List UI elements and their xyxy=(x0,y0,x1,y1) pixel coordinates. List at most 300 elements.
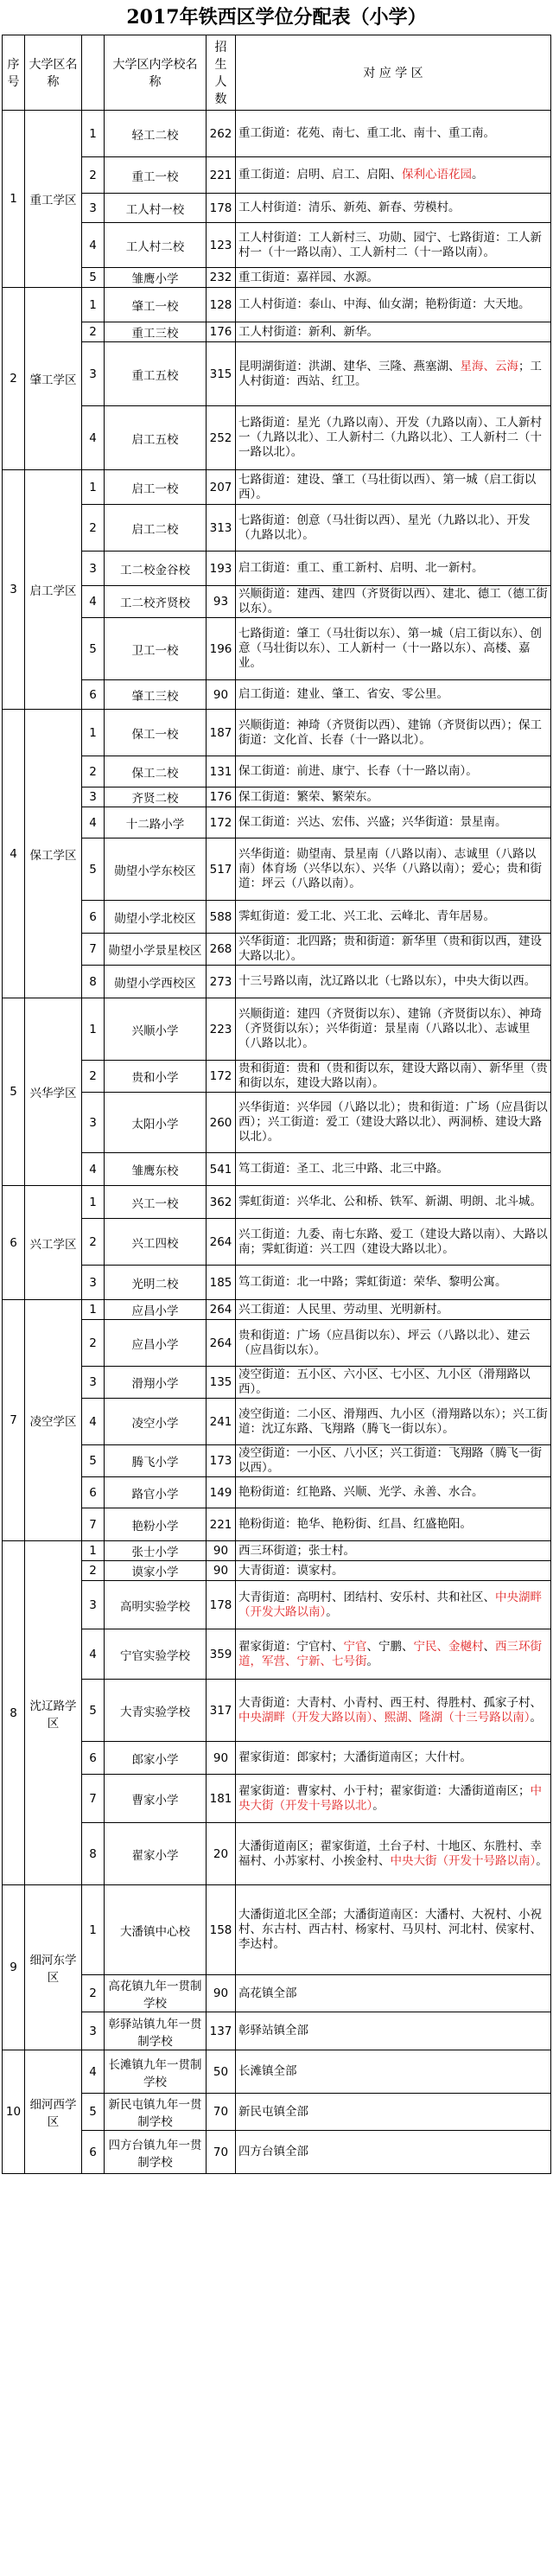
district-name: 沈辽路学区 xyxy=(25,1541,82,1885)
enroll-count: 187 xyxy=(207,710,236,756)
school-area xyxy=(236,1093,551,1153)
school-index: 1 xyxy=(82,1300,105,1320)
school-name: 保工一校 xyxy=(105,710,207,756)
area-text: ；工人村街道：西站、红卫。 xyxy=(238,359,542,388)
school-area xyxy=(236,2050,551,2094)
table-row xyxy=(3,342,551,406)
row-seq: 10 xyxy=(3,2050,25,2174)
table-row xyxy=(3,618,551,680)
area-text: 。 xyxy=(472,168,484,182)
area-text-highlight: 中央大街（开发十号路以北） xyxy=(238,1783,542,1813)
area-text: 兴工街道：九委、南七东路、爱工（建设大路以南）、大路以南；霁虹街道：兴工四（建设大路以北）。 xyxy=(238,1227,548,1256)
school-area xyxy=(236,1320,551,1367)
school-area xyxy=(236,194,551,223)
area-text-highlight: 宁民、金樾村 xyxy=(413,1639,484,1654)
school-name: 肇工一校 xyxy=(105,288,207,322)
school-name: 兴顺小学 xyxy=(105,998,207,1061)
school-area xyxy=(236,2131,551,2174)
area-text: 工人村街道：工人新村三、功勋、园宁、七路街道：工人新村一（十一路以南）、工人新村二（十一路以南）。 xyxy=(238,230,542,259)
area-text: 大青街道：大青村、小青村、西王村、得胜村、孤家子村、 xyxy=(238,1695,542,1710)
table-row xyxy=(3,710,551,756)
school-name: 滑翔小学 xyxy=(105,1367,207,1399)
area-text-highlight: 保利心语花园 xyxy=(402,168,472,182)
table-row xyxy=(3,1775,551,1823)
area-text: 兴华街道：勋望南、景星南（八路以南）、志诚里（八路以南）体育场（兴华以东）、兴华（八路以南）；爱心；贵和街道：坪云（八路以南）。 xyxy=(238,847,542,890)
header-area: 对 应 学 区 xyxy=(236,35,551,111)
school-index: 5 xyxy=(82,618,105,680)
enroll-count: 264 xyxy=(207,1219,236,1266)
school-index: 2 xyxy=(82,756,105,787)
enroll-count: 207 xyxy=(207,470,236,505)
school-name: 卫工一校 xyxy=(105,618,207,680)
enroll-count: 588 xyxy=(207,901,236,934)
area-text: 、 xyxy=(483,1639,495,1654)
school-index: 2 xyxy=(82,1320,105,1367)
area-text: 七路街道：星光（九路以南）、开发（九路以南）、工人新村一（九路以北）、工人新村二（九路以北）、工人新村二（十一路以北）。 xyxy=(238,416,542,459)
area-text: 大潘街道南区；翟家街道，土台子村、十地区、东胜村、幸福村、小苏家村、小挨金村、 xyxy=(238,1839,542,1868)
area-text-highlight: 中央大街（开发十号路以南） xyxy=(390,1853,537,1868)
area-text: 四方台镇全部 xyxy=(238,2145,308,2158)
school-index: 1 xyxy=(82,998,105,1061)
enroll-count: 273 xyxy=(207,966,236,998)
school-name: 凌空小学 xyxy=(105,1399,207,1445)
area-text: 贵和街道：贵和（贵和街以东，建设大路以南）、新华里（贵和街以东，建设大路以南）。 xyxy=(238,1062,548,1090)
row-seq: 7 xyxy=(3,1300,25,1541)
school-area xyxy=(236,618,551,680)
area-text: 凌空街道：二小区、滑翔西、九小区（滑翔路以东）；兴工街道：沈辽东路、飞翔路（腾飞一街以东）。 xyxy=(238,1406,548,1436)
school-index: 3 xyxy=(82,1093,105,1153)
school-name: 大潘镇中心校 xyxy=(105,1885,207,1975)
school-name: 曹家小学 xyxy=(105,1775,207,1823)
enroll-count: 70 xyxy=(207,2094,236,2131)
school-name: 工人村二校 xyxy=(105,223,207,268)
school-area xyxy=(236,1399,551,1445)
school-area xyxy=(236,787,551,807)
school-name: 重工五校 xyxy=(105,342,207,406)
district-name: 启工学区 xyxy=(25,470,82,710)
area-text: 保工街道：兴达、宏伟、兴盛；兴华街道：景星南。 xyxy=(238,815,507,829)
area-text: 兴顺街道：神琦（齐贤街以西）、建锦（齐贤街以西）；保工街道：文化首、长春（十一路以北）。 xyxy=(238,717,542,747)
school-index: 7 xyxy=(82,934,105,966)
table-row xyxy=(3,1320,551,1367)
school-area xyxy=(236,2094,551,2131)
school-area xyxy=(236,406,551,470)
school-name: 谟家小学 xyxy=(105,1561,207,1581)
school-name: 艳粉小学 xyxy=(105,1508,207,1541)
school-name: 轻工二校 xyxy=(105,111,207,157)
table-row xyxy=(3,756,551,787)
area-text: 七路街道：肇工（马壮街以东）、第一城（启工街以东）、创意（马壮街以东）、工人新村一（十一路以东）、高楼、嘉业。 xyxy=(238,627,542,670)
school-name: 保工二校 xyxy=(105,756,207,787)
area-text-highlight: 西三环街道，军营、宁新、七号街 xyxy=(238,1639,542,1668)
school-index: 3 xyxy=(82,1367,105,1399)
school-index: 2 xyxy=(82,157,105,194)
school-index: 8 xyxy=(82,1823,105,1885)
school-index: 3 xyxy=(82,194,105,223)
enroll-count: 172 xyxy=(207,1061,236,1093)
enroll-count: 123 xyxy=(207,223,236,268)
school-area xyxy=(236,1823,551,1885)
school-area xyxy=(236,901,551,934)
school-area xyxy=(236,552,551,586)
school-index: 1 xyxy=(82,1541,105,1561)
table-row xyxy=(3,966,551,998)
school-area xyxy=(236,288,551,322)
school-index: 5 xyxy=(82,1445,105,1477)
school-name: 工二校齐贤校 xyxy=(105,586,207,618)
school-area xyxy=(236,1541,551,1561)
table-row xyxy=(3,552,551,586)
table-row xyxy=(3,470,551,505)
table-row xyxy=(3,194,551,223)
school-index: 4 xyxy=(82,223,105,268)
table-row xyxy=(3,934,551,966)
area-text: 。 xyxy=(372,1798,385,1813)
school-index: 6 xyxy=(82,680,105,710)
area-text: 。 xyxy=(366,1654,378,1668)
table-row xyxy=(3,1061,551,1093)
school-index: 2 xyxy=(82,505,105,552)
area-text: 工人村街道：清乐、新苑、新春、劳模村。 xyxy=(238,201,461,214)
school-index: 2 xyxy=(82,1561,105,1581)
area-text: 贵和街道：广场（应昌街以东）、坪云（八路以北）、建云（应昌街以东）。 xyxy=(238,1328,531,1357)
school-name: 齐贤二校 xyxy=(105,787,207,807)
area-text: 霁虹街道：兴华北、公和桥、铁军、新湖、明朗、北斗城。 xyxy=(238,1195,542,1208)
table-row xyxy=(3,1445,551,1477)
table-row xyxy=(3,1219,551,1266)
school-index: 6 xyxy=(82,901,105,934)
row-seq: 8 xyxy=(3,1541,25,1885)
enroll-count: 178 xyxy=(207,194,236,223)
table-row xyxy=(3,157,551,194)
row-seq: 3 xyxy=(3,470,25,710)
table-row xyxy=(3,1186,551,1219)
header-district: 大学区名称 xyxy=(25,35,82,111)
school-index: 2 xyxy=(82,1061,105,1093)
table-row xyxy=(3,807,551,838)
school-area xyxy=(236,157,551,194)
area-text: 十三号路以南，沈辽路以北（七路以东），中央大街以西。 xyxy=(238,974,537,988)
header-seq: 序号 xyxy=(3,35,25,111)
area-text: 凌空街道：五小区、六小区、七小区、九小区（滑翔路以西）。 xyxy=(238,1368,531,1396)
enroll-count: 262 xyxy=(207,111,236,157)
area-text: 七路街道：创意（马壮街以西）、星光（九路以北）、开发（九路以北）。 xyxy=(238,513,531,542)
enroll-count: 315 xyxy=(207,342,236,406)
table-row xyxy=(3,2094,551,2131)
school-name: 勋望小学西校区 xyxy=(105,966,207,998)
school-area xyxy=(236,111,551,157)
enroll-count: 90 xyxy=(207,680,236,710)
enroll-count: 176 xyxy=(207,787,236,807)
school-name: 重工一校 xyxy=(105,157,207,194)
area-text: 翟家街道：宁官村、 xyxy=(238,1639,344,1654)
table-row xyxy=(3,1541,551,1561)
enroll-count: 313 xyxy=(207,505,236,552)
school-name: 高明实验学校 xyxy=(105,1581,207,1629)
school-name: 张士小学 xyxy=(105,1541,207,1561)
enroll-count: 196 xyxy=(207,618,236,680)
table-row xyxy=(3,1477,551,1508)
table-row xyxy=(3,838,551,901)
school-index: 2 xyxy=(82,1975,105,2012)
enroll-count: 128 xyxy=(207,288,236,322)
row-seq: 1 xyxy=(3,111,25,288)
school-area xyxy=(236,1885,551,1975)
area-text: 工人村街道：新利、新华。 xyxy=(238,324,378,339)
enroll-count: 90 xyxy=(207,1975,236,2012)
school-index: 5 xyxy=(82,1680,105,1742)
area-text: 高花镇全部 xyxy=(238,1986,297,2000)
table-row xyxy=(3,268,551,288)
area-text: 。 xyxy=(326,1604,338,1619)
school-area xyxy=(236,1775,551,1823)
school-area xyxy=(236,1300,551,1320)
district-name: 细河西学区 xyxy=(25,2050,82,2174)
table-row xyxy=(3,1885,551,1975)
school-name: 路官小学 xyxy=(105,1477,207,1508)
school-area xyxy=(236,807,551,838)
school-name: 兴工一校 xyxy=(105,1186,207,1219)
school-name: 启工二校 xyxy=(105,505,207,552)
school-name: 勋望小学东校区 xyxy=(105,838,207,901)
area-text: 保工街道：前进、康宁、长春（十一路以南）。 xyxy=(238,764,478,778)
school-area xyxy=(236,470,551,505)
school-name: 工二校金谷校 xyxy=(105,552,207,586)
row-seq: 4 xyxy=(3,710,25,998)
district-name: 保工学区 xyxy=(25,710,82,998)
school-area xyxy=(236,2012,551,2050)
school-name: 工人村一校 xyxy=(105,194,207,223)
row-seq: 9 xyxy=(3,1885,25,2050)
school-index: 6 xyxy=(82,1477,105,1508)
area-text: 新民屯镇全部 xyxy=(238,2104,308,2119)
school-area xyxy=(236,1266,551,1300)
school-area xyxy=(236,322,551,342)
school-name: 勋望小学景星校区 xyxy=(105,934,207,966)
school-name: 光明二校 xyxy=(105,1266,207,1300)
school-name: 郎家小学 xyxy=(105,1742,207,1775)
school-name: 十二路小学 xyxy=(105,807,207,838)
table-row xyxy=(3,505,551,552)
school-index: 3 xyxy=(82,1581,105,1629)
area-text: 兴华街道：北四路；贵和街道：新华里（贵和街以西，建设大路以北）。 xyxy=(238,934,542,963)
school-area xyxy=(236,1061,551,1093)
area-text: 长滩镇全部 xyxy=(238,2064,297,2078)
table-row xyxy=(3,2050,551,2094)
school-name: 肇工三校 xyxy=(105,680,207,710)
school-name: 贵和小学 xyxy=(105,1061,207,1093)
enroll-count: 517 xyxy=(207,838,236,901)
school-name: 启工一校 xyxy=(105,470,207,505)
school-area xyxy=(236,1581,551,1629)
school-name: 彰驿站镇九年一贯制学校 xyxy=(105,2012,207,2050)
school-name: 宁官实验学校 xyxy=(105,1629,207,1680)
school-index: 1 xyxy=(82,111,105,157)
area-text-highlight: 宁官 xyxy=(343,1639,367,1654)
table-row xyxy=(3,1093,551,1153)
school-name: 重工三校 xyxy=(105,322,207,342)
table-row xyxy=(3,406,551,470)
area-text: 艳粉街道：艳华、艳粉街、红昌、红盛艳阳。 xyxy=(238,1517,472,1531)
school-name: 大青实验学校 xyxy=(105,1680,207,1742)
area-text: 翟家街道：曹家村、小于村；翟家街道：大潘街道南区； xyxy=(238,1783,531,1798)
area-text: 大青街道：谟家村。 xyxy=(238,1563,344,1578)
enroll-count: 193 xyxy=(207,552,236,586)
enroll-count: 90 xyxy=(207,1541,236,1561)
area-text-highlight: 中央湖畔（开发大路以南） xyxy=(238,1590,542,1619)
area-text: 重工街道：嘉祥园、水源。 xyxy=(238,270,378,284)
area-text: 翟家街道：郎家村；大潘街道南区；大什村。 xyxy=(238,1750,472,1764)
table-row xyxy=(3,111,551,157)
school-index: 4 xyxy=(82,586,105,618)
school-area xyxy=(236,1742,551,1775)
enroll-count: 260 xyxy=(207,1093,236,1153)
table-row xyxy=(3,322,551,342)
school-index: 4 xyxy=(82,1153,105,1186)
school-index: 1 xyxy=(82,710,105,756)
enroll-count: 264 xyxy=(207,1320,236,1367)
table-row xyxy=(3,1153,551,1186)
enroll-count: 93 xyxy=(207,586,236,618)
school-index: 5 xyxy=(82,268,105,288)
table-row xyxy=(3,288,551,322)
area-text: 保工街道：繁荣、繁荣东。 xyxy=(238,789,378,804)
school-name: 翟家小学 xyxy=(105,1823,207,1885)
school-index: 5 xyxy=(82,2094,105,2131)
area-text: 启工街道：重工、重工新村、启明、北一新村。 xyxy=(238,561,484,575)
school-name: 腾飞小学 xyxy=(105,1445,207,1477)
table-row xyxy=(3,223,551,268)
school-index: 4 xyxy=(82,406,105,470)
enroll-count: 268 xyxy=(207,934,236,966)
table-row xyxy=(3,1680,551,1742)
school-area xyxy=(236,998,551,1061)
school-index: 6 xyxy=(82,1742,105,1775)
enroll-count: 264 xyxy=(207,1300,236,1320)
table-row xyxy=(3,1367,551,1399)
school-index: 3 xyxy=(82,2012,105,2050)
area-text: 笃工街道：圣工、北三中路、北三中路。 xyxy=(238,1162,448,1176)
area-text: 霁虹街道：爱工北、兴工北、云峰北、青年居易。 xyxy=(238,909,495,923)
area-text: 工人村街道：泰山、中海、仙女湖；艳粉街道：大天地。 xyxy=(238,297,531,311)
table-row xyxy=(3,2131,551,2174)
row-seq: 2 xyxy=(3,288,25,470)
table-row xyxy=(3,1975,551,2012)
school-area xyxy=(236,1367,551,1399)
school-area xyxy=(236,268,551,288)
school-name: 应昌小学 xyxy=(105,1300,207,1320)
school-area xyxy=(236,1153,551,1186)
table-row xyxy=(3,1399,551,1445)
area-text: 兴顺街道：建西、建四（齐贤街以西）、建北、德工（德工街以东）。 xyxy=(238,587,548,615)
area-text: 重工街道：启明、启工、启阳、 xyxy=(238,168,402,182)
enroll-count: 241 xyxy=(207,1399,236,1445)
district-name: 细河东学区 xyxy=(25,1885,82,2050)
area-text: 笃工街道：北一中路；霁虹街道：荣华、黎明公寓。 xyxy=(238,1275,507,1289)
enroll-count: 70 xyxy=(207,2131,236,2174)
school-index: 4 xyxy=(82,807,105,838)
table-row xyxy=(3,1581,551,1629)
enroll-count: 223 xyxy=(207,998,236,1061)
school-area xyxy=(236,1508,551,1541)
table-row xyxy=(3,1742,551,1775)
enroll-count: 20 xyxy=(207,1823,236,1885)
enroll-count: 172 xyxy=(207,807,236,838)
school-area xyxy=(236,756,551,787)
school-index: 4 xyxy=(82,1629,105,1680)
school-area xyxy=(236,342,551,406)
school-area xyxy=(236,586,551,618)
area-text: 大青街道：高明村、团结村、安乐村、共和社区、 xyxy=(238,1590,495,1604)
enroll-count: 221 xyxy=(207,1508,236,1541)
school-area xyxy=(236,934,551,966)
school-name: 启工五校 xyxy=(105,406,207,470)
school-index: 7 xyxy=(82,1508,105,1541)
district-name: 凌空学区 xyxy=(25,1300,82,1541)
school-name: 太阳小学 xyxy=(105,1093,207,1153)
school-index: 8 xyxy=(82,966,105,998)
area-text: 。 xyxy=(536,1853,548,1868)
school-index: 1 xyxy=(82,1885,105,1975)
table-row xyxy=(3,1561,551,1581)
school-area xyxy=(236,710,551,756)
enroll-count: 173 xyxy=(207,1445,236,1477)
row-seq: 6 xyxy=(3,1186,25,1300)
table-row xyxy=(3,998,551,1061)
school-area xyxy=(236,966,551,998)
school-area xyxy=(236,1219,551,1266)
area-text-highlight: 星海、云海 xyxy=(460,359,518,373)
enroll-count: 178 xyxy=(207,1581,236,1629)
area-text: 西三环街道；张士村。 xyxy=(238,1543,355,1558)
school-index: 4 xyxy=(82,1399,105,1445)
area-text: 大潘街道北区全部；大潘街道南区：大潘村、大祝村、小祝村、东古村、西古村、杨家村、马贝村、河北村、侯家村、李达村。 xyxy=(238,1908,542,1951)
school-index: 1 xyxy=(82,288,105,322)
school-area xyxy=(236,1975,551,2012)
area-text-highlight: 中央湖畔（开发大路以南）、熙湖、隆湖（十三号路以南） xyxy=(238,1710,531,1725)
allocation-table xyxy=(2,35,551,2174)
school-index: 3 xyxy=(82,1266,105,1300)
district-name: 肇工学区 xyxy=(25,288,82,470)
enroll-count: 221 xyxy=(207,157,236,194)
school-area xyxy=(236,1680,551,1742)
school-area xyxy=(236,223,551,268)
table-row xyxy=(3,787,551,807)
school-name: 雏鹰东校 xyxy=(105,1153,207,1186)
school-area xyxy=(236,1629,551,1680)
table-row xyxy=(3,1300,551,1320)
area-text: 彰驿站镇全部 xyxy=(238,2024,308,2037)
district-name: 兴华学区 xyxy=(25,998,82,1186)
district-name: 重工学区 xyxy=(25,111,82,288)
area-text: 启工街道：建业、肇工、省安、零公里。 xyxy=(238,687,448,701)
school-area xyxy=(236,505,551,552)
enroll-count: 317 xyxy=(207,1680,236,1742)
school-name: 兴工四校 xyxy=(105,1219,207,1266)
header-school: 大学区内学校名称 xyxy=(105,35,207,111)
area-text: 。 xyxy=(530,1710,542,1725)
school-index: 6 xyxy=(82,2131,105,2174)
enroll-count: 131 xyxy=(207,756,236,787)
header-enroll: 招生人数 xyxy=(207,35,236,111)
enroll-count: 176 xyxy=(207,322,236,342)
school-area xyxy=(236,1477,551,1508)
school-index: 4 xyxy=(82,2050,105,2094)
table-row xyxy=(3,901,551,934)
school-index: 1 xyxy=(82,470,105,505)
enroll-count: 185 xyxy=(207,1266,236,1300)
school-name: 雏鹰小学 xyxy=(105,268,207,288)
